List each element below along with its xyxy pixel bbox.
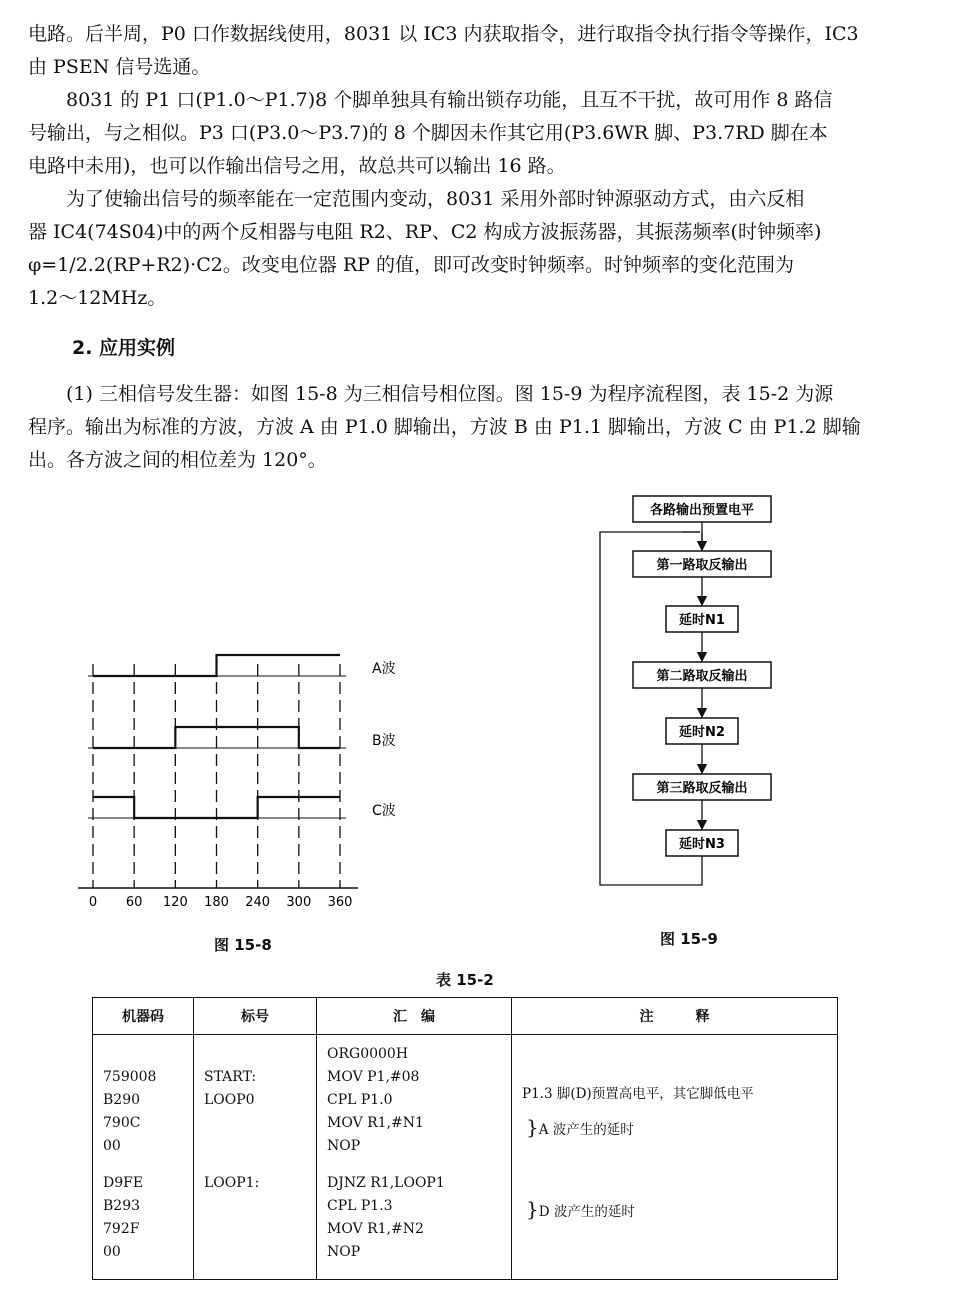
text-line: 由 PSEN 信号选通。 — [28, 56, 211, 78]
asm-line: ORG0000H — [327, 1046, 409, 1062]
tick-label: 0 — [88, 895, 98, 910]
brace-icon: } — [526, 1197, 539, 1221]
paragraph-1 — [28, 18, 900, 84]
flow-step-label: 第一路取反输出 — [656, 558, 748, 573]
tick-label: 300 — [286, 895, 312, 910]
text-line: 为了使输出信号的频率能在一定范围内变动，8031 采用外部时钟源驱动方式，由六反相 — [66, 188, 805, 210]
code-line: 759008 — [103, 1069, 157, 1085]
label-line: LOOP1: — [204, 1175, 260, 1191]
brace-icon: } — [526, 1115, 539, 1139]
table-row — [93, 1035, 838, 1280]
text-line: φ=1/2.2(RP+R2)·C2。改变电位器 RP 的值，即可改变时钟频率。时钟频率的变化范围为 — [28, 254, 794, 276]
text-line: (1) 三相信号发生器：如图 15-8 为三相信号相位图。图 15-9 为程序流程图，表 15-2 为源 — [66, 383, 834, 405]
label-line: LOOP0 — [204, 1092, 255, 1108]
col-header-comment: 注 释 — [512, 998, 838, 1035]
comment-line: P1.3 脚(D)预置高电平，其它脚低电平 — [522, 1086, 754, 1102]
section-title: 2. 应用实例 — [72, 337, 176, 359]
text-line: 号输出，与之相似。P3 口(P3.0～P3.7)的 8 个脚因未作其它用(P3.6WR 脚、P3.7RD 脚在本 — [28, 122, 828, 144]
comment-cell — [512, 1035, 838, 1280]
asm-line: CPL P1.0 — [327, 1092, 393, 1108]
asm-line: CPL P1.3 — [327, 1198, 393, 1214]
asm-line: NOP — [327, 1244, 361, 1260]
phase-chart — [60, 640, 440, 920]
text-line: 8031 的 P1 口(P1.0～P1.7)8 个脚单独具有输出锁存功能，且互不干扰，故可用作 8 路信 — [66, 89, 833, 111]
table-title: 表 15-2 — [436, 971, 494, 989]
label-line: START: — [204, 1069, 257, 1085]
asm-cell — [317, 1035, 512, 1280]
code-line: B290 — [103, 1092, 141, 1108]
tick-label: 360 — [327, 895, 353, 910]
asm-line: DJNZ R1,LOOP1 — [327, 1175, 445, 1191]
flow-step-label: 第三路取反输出 — [656, 781, 748, 796]
code-line: 00 — [103, 1244, 121, 1260]
text-line: 电路。后半周，P0 口作数据线使用，8031 以 IC3 内获取指令，进行取指令执行指令等操作，IC3 — [28, 23, 859, 45]
text-line: 电路中未用)，也可以作输出信号之用，故总共可以输出 16 路。 — [28, 155, 566, 177]
figure-15-9-caption: 图 15-9 — [660, 930, 718, 948]
comment-text: D 波产生的延时 — [538, 1204, 635, 1220]
series-label: C波 — [372, 803, 396, 819]
code-line — [103, 1043, 193, 1066]
col-header-label: 标号 — [194, 998, 317, 1035]
text-line: 1.2～12MHz。 — [28, 287, 167, 309]
label-line — [204, 1043, 316, 1066]
flow-step-label: 延时N2 — [679, 725, 725, 740]
paragraph-4 — [28, 378, 900, 477]
text-line: 出。各方波之间的相位差为 120°。 — [28, 449, 327, 471]
series-label: B波 — [372, 733, 396, 749]
asm-line: MOV R1,#N1 — [327, 1115, 424, 1131]
code-line: 00 — [103, 1138, 121, 1154]
table-header-row — [93, 998, 838, 1035]
code-line: B293 — [103, 1198, 141, 1214]
code-line: D9FE — [103, 1175, 144, 1191]
flow-step-label: 各路输出预置电平 — [649, 503, 755, 518]
text-line: 程序。输出为标准的方波，方波 A 由 P1.0 脚输出，方波 B 由 P1.1 脚输出，方波 C 由 P1.2 脚输 — [28, 416, 861, 438]
asm-line: MOV R1,#N2 — [327, 1221, 424, 1237]
flow-step-label: 第二路取反输出 — [656, 669, 748, 684]
code-cell — [93, 1035, 194, 1280]
flow-step-label: 延时N1 — [679, 613, 725, 628]
comment-line — [522, 1116, 837, 1142]
paragraph-2 — [28, 84, 900, 183]
comment-line — [522, 1198, 837, 1224]
source-table — [92, 997, 838, 1280]
tick-label: 180 — [204, 895, 229, 910]
flowchart — [590, 488, 790, 893]
col-header-asm: 汇 编 — [317, 998, 512, 1035]
label-cell — [194, 1035, 317, 1280]
tick-label: 60 — [125, 895, 143, 910]
text-line: 器 IC4(74S04)中的两个反相器与电阻 R2、RP、C2 构成方波振荡器，其振荡频率(时钟频率) — [28, 221, 822, 243]
asm-line: NOP — [327, 1138, 361, 1154]
code-line: 792F — [103, 1221, 140, 1237]
asm-line: MOV P1,#08 — [327, 1069, 420, 1085]
col-header-code: 机器码 — [93, 998, 194, 1035]
comment-text: A 波产生的延时 — [538, 1122, 634, 1138]
tick-label: 120 — [162, 895, 188, 910]
flow-step-label: 延时N3 — [679, 837, 725, 852]
tick-label: 240 — [245, 895, 271, 910]
wave-0 — [93, 655, 340, 676]
figure-15-8-caption: 图 15-8 — [214, 936, 272, 954]
code-line: 790C — [103, 1115, 141, 1131]
paragraph-3 — [28, 183, 900, 315]
series-label: A波 — [372, 661, 396, 677]
